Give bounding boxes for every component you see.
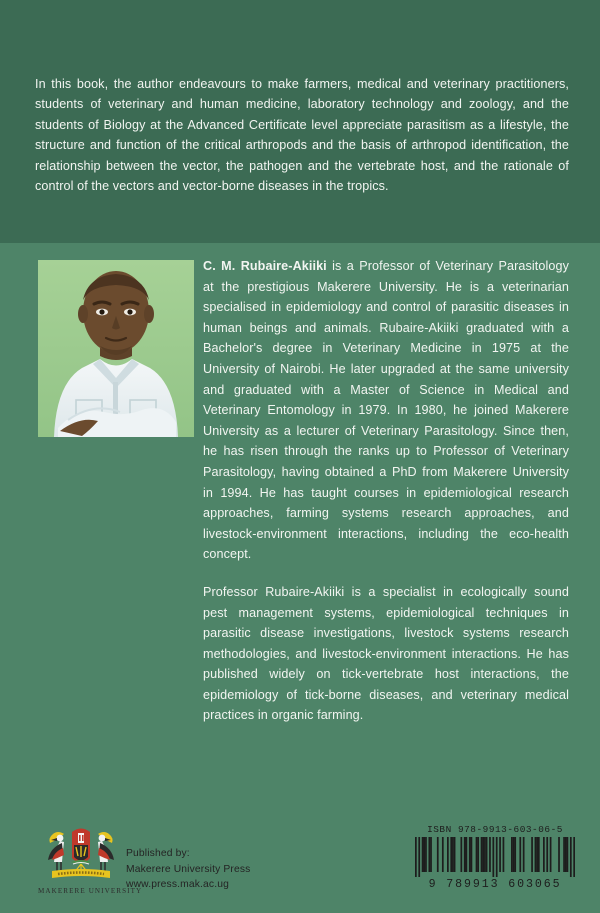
bio-paragraph-2: Professor Rubaire-Akiiki is a specialist in ecologically sound pest management systems, epidemiological techniques in parasitic disease investigations, livestock systems research methodologies, and livestock-environment interactions. He has published widely on tick-vertebrate host interactions, the epidemiology of tick-borne diseases, and veterinary medical practices in organic farming. [203, 584, 569, 723]
bio-paragraph-1-text: is a Professor of Veterinary Parasitology at the prestigious Makerere University. He is a veterinarian specialised in epidemiology and control of parasitic diseases in human beings and animals. Rubaire-Akiiki graduated with a Bachelor's degree in Veterinary Medicine in 1975 at the University of Nairobi. He later upgraded at the same university and graduated with a Master of Science in Medical and Veterinary Entomology in 1979. In 1980, he joined Makerere University as a lecturer of Veterinary Parasitology. Since then, he has risen through the ranks up to Professor of Veterinary Parasitology, having obtained a PhD from Makerere University in 1994. He has taught courses in epidemiological research approaches, farming systems research approaches, and livestock-environment interactions, including the eco-health concept. [203, 259, 569, 562]
logo-caption: MAKERERE UNIVERSITY [38, 887, 143, 895]
isbn-barcode-block [415, 824, 575, 891]
book-blurb-text: In this book, the author endeavours to make farmers, medical and veterinary practitioners, students of veterinary and human medicine, laboratory technology and zoology, and the students of Biology at the Advanced Certificate level appreciate parasitism as a lifestyle, the structure and function of the critical arthropods and the basis of arthropod identification, the relationship between the vector, the pathogen and the vertebrate host, and the rationale of control of the vectors and vector-borne diseases in the tropics. [35, 77, 569, 194]
author-name: C. M. Rubaire-Akiiki [203, 259, 327, 273]
published-by-label: Published by: [126, 848, 190, 859]
publisher-url: www.press.mak.ac.ug [126, 879, 229, 891]
author-photo [38, 260, 194, 437]
publisher-logo-block [38, 818, 143, 895]
publisher-info [126, 846, 250, 893]
crane-right-icon [98, 832, 114, 872]
publisher-name: Makerere University Press [126, 863, 251, 875]
crane-left-icon [48, 832, 64, 872]
barcode-digits: 9 789913 603065 [428, 878, 562, 891]
cover-footer [0, 806, 600, 913]
author-portrait-illustration [38, 260, 194, 437]
makerere-university-crest-icon [38, 818, 124, 886]
barcode-icon [415, 837, 575, 877]
bio-paragraph-1 [203, 256, 569, 565]
isbn-label: ISBN 978-9913-603-06-5 [427, 824, 563, 835]
author-bio [203, 256, 569, 726]
